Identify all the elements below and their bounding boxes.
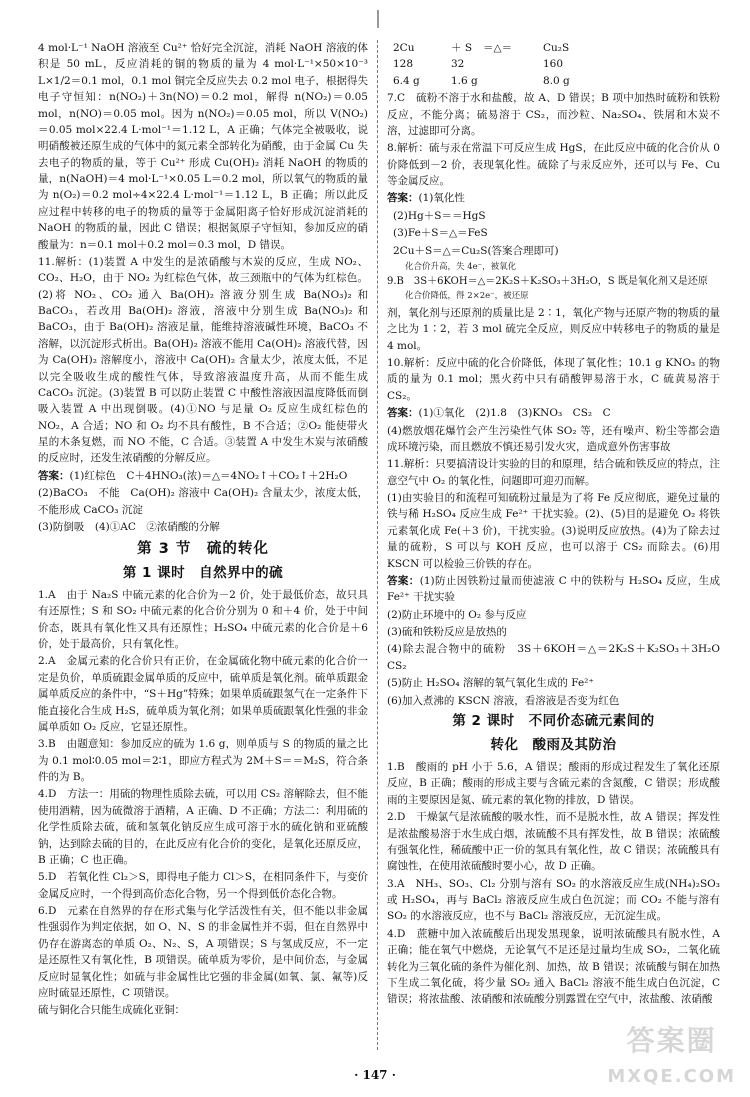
answer-text: (1)氧化性 [418, 192, 465, 205]
q8-answer-2: (2)Hg＋S＝＝HgS [393, 209, 486, 222]
electron-transfer-bottom: 化合价降低，得 2×2e⁻，被还原 [405, 290, 529, 301]
question-3: 3.B 由题意知：参加反应的硫为 1.6 g，则单质与 S 的物质的量之比为 0.1 mol∶0.05 mol＝2∶1，即应方程式为 2M＋S＝＝M₂S，符合条件的为 B。 [38, 738, 368, 784]
question-6-tail: 硫与铜化合只能生成硫化亚铜： [38, 1004, 185, 1017]
eq-cell: 1.6 g [451, 74, 478, 87]
answer-text: (1)防止因铁粉过量而使滤液 C 中的铁粉与 H₂SO₄ 反应，生成 Fe²⁺ 干扰实验 [387, 574, 720, 604]
stoichiometry-table [393, 40, 720, 89]
q8-answer [387, 190, 720, 206]
r-question-2: 2.D 干燥氯气是浓硫酸的吸水性，而不是脱水性，故 A 错误；挥发性是浓盐酸易溶于水生成白烟，浓硫酸不具有挥发性，故 B 错误；浓硫酸有强氧化性，稀硫酸中正一价的氢具有氧化性，故 C 错误；浓硫酸具有腐蚀性，在使用浓硫酸时要小心，故 D 正确。 [387, 811, 720, 873]
eq-cell: ＝△＝ [483, 42, 513, 54]
eq-cell: 2Cu [393, 42, 415, 54]
r-question-4: 4.D 蔗糖中加入浓硫酸后出现发黑现象，说明浓硫酸具有脱水性，A 正确；能在氧气中燃烧，无论氧气不足还是过量均生成 SO₂，二氧化硫转化为三氧化硫的条件为催化剂、加热，故 B 错误；浓硫酸与铜在加热下生成二氧化硫，将少量 SO₂ 通入 BaCl₂ 溶液不能生成白色沉淀，C 错误；将浓盐酸、浓硝酸和浓硫酸分别露置在空气中，浓盐酸、浓硝酸 [387, 927, 720, 1006]
q11-answer-3: (3)防倒吸 (4)①AC ②浓硝酸的分解 [38, 520, 220, 533]
column-divider [377, 40, 378, 1050]
q10-answer [387, 405, 720, 421]
answer-text: (1)①氧化 (2)1.8 (3)KNO₃ CS₂ C [418, 407, 611, 420]
answer-label: 答案： [387, 192, 419, 205]
r-question-1: 1.B 酸雨的 pH 小于 5.6，A 错误；酸雨的形成过程发生了氧化还原反应，B 正确；酸雨的形成主要与含硫元素的含氮酸，C 错误；形成酸雨的主要原因是氮、硫元素的氧化物的排放，D 错误。 [387, 761, 720, 806]
q8-answer-4: 2Cu＋S＝△＝Cu₂S(答案合理即可) [393, 244, 559, 257]
answer-label: 答案： [387, 574, 420, 587]
q11r-answer-6: (6)加入煮沸的 KSCN 溶液，看溶液是否变为红色 [387, 694, 620, 707]
eq-cell: 8.0 g [543, 74, 570, 87]
eq-cell: 6.4 g [393, 74, 420, 87]
q11-analysis: 11.解析：(1)装置 A 中发生的是浓硝酸与木炭的反应，生成 NO₂、CO₂、H₂O，由于 NO₂ 为红棕色气体，故三颈瓶中的气体为红棕色。(2)将 NO₂、CO₂ 通入 Ba(OH)₂ 溶液分别生成 Ba(NO₃)₂ 和 BaCO₃，若改用 Ba(OH)₂ 溶液，溶液中分别生成 Ba(NO₃)₂ 和 BaCO₃，由于 Ba(OH)₂ 溶液足量，能维持溶液碱性环境，BaCO₃ 不溶解，以沉淀形式析出。Ba(OH)₂ 溶液不能用 Ca(OH)₂ 溶液代替，因为 Ca(OH)₂ 溶解度小，溶液中 Ca(OH)₂ 含量太少，浓度太低，不足以完全吸收生成的酸性气体，导致溶液温度升高，从而不能生成 CaCO₃ 沉淀。(3)装置 B 可以防止装置 C 中酸性溶液因温度降低而倒吸入装置 A 中出现倒吸。(4)①NO 与足量 O₂ 反应生成红棕色的 NO₂，A 合适；NO 和 O₂ 均不具有酸性，B 不合适；②O₂ 能使带火星的木条复燃，而 NO 不能，C 合适。③装置 A 中发生木炭与浓硝酸的反应时，还发生浓硝酸的分解反应。 [38, 255, 368, 465]
question-9-rest: 剂，氧化剂与还原剂的质量比是 2∶1，氧化产物与还原产物的物质的量之比为 1∶2，若 3 mol 硫完全反应，则反应中转移电子的物质的量是 4 mol。 [387, 306, 720, 352]
question-11: 11.解析：只要搞清设计实验的目的和原理，结合硫和铁反应的特点，注意空气中 O₂ 的氧化性，问题即可迎刃而解。 [387, 458, 720, 487]
lesson-2-title-line-2: 转化 酸雨及其防治 [490, 737, 617, 754]
q11r-answer-5: (5)防止 H₂SO₄ 溶解的氧气氧化生成的 Fe²⁺ [387, 677, 594, 690]
q11r-answer-4: (4)除去混合物中的硫粉 3S＋6KOH＝△＝2K₂S＋K₂SO₃＋3H₂O CS₂ [387, 643, 731, 672]
eq-cell [483, 56, 543, 72]
lesson-2-title-line-1: 第 2 课时 不同价态硫元素间的 [452, 712, 655, 729]
eq-cell: 128 [393, 58, 414, 71]
electron-transfer-top: 化合价升高，失 4e⁻，被氧化 [405, 261, 517, 272]
watermark-text: 答案圈 [626, 1024, 717, 1058]
answer-label: 答案： [387, 407, 419, 420]
question-2: 2.A 金属元素的化合价只有正价，在金属硫化物中硫元素的化合价一定是负价，单质硫跟金属单质的反应中，硫单质是氧化剂。硫单质跟金属单质反应的条件中，“S＋Hg”特殊；如果单质硫跟氢气在一定条件下能直接化合生成 H₂S，硫单质为氧化剂；如果单质硫跟氧化性强的非金属单质如 O₂ 反应，它显还原性。 [38, 655, 368, 733]
eq-cell: 32 [451, 58, 465, 71]
q8-answer-3: (3)Fe＋S＝△＝FeS [393, 227, 488, 240]
redox-equation: 9.B 3S＋6KOH＝△＝2K₂S＋K₂SO₃＋3H₂O，S 既是氧化剂又是还原 [387, 276, 708, 288]
watermark-url: MXQE.COM [607, 1065, 736, 1087]
redox-diagram [387, 261, 720, 303]
q11r-answer [387, 573, 720, 606]
question-11-body: (1)由实验目的和流程可知硫粉过量是为了将 Fe 反应彻底，避免过量的铁与稀 H₂SO₄ 反应生成 Fe²⁺ 干扰实验。(2)、(5)目的是避免 O₂ 将铁元素氧化成 Fe(＋3 价)，干扰实验。(3)说明反应放热。(4)为了除去过量的硫粉，S 可以与 KOH 反应，也可以溶于 CS₂ 而除去。(6)用 KSCN 可以检验三价铁的存在。 [387, 492, 720, 570]
q11r-answer-3: (3)硫和铁粉反应是放热的 [387, 626, 507, 639]
eq-cell: 160 [543, 58, 564, 71]
question-6: 6.D 元素在自然界的存在形式集与化学活泼性有关，但不能以非金属性强弱作为判定依据，如 O、N、S 的非金属性并不弱，但在自然界中仍存在游离态的单质 O₂、N₂、S，A 项错误；S 与氢成反应，不一定是还原性又有氧化性，B 项错误。硫单质为零价，是中间价态，与金属反应时显氧化性；如硫与非金属性比它强的非金属(如氧、氯、氟等)反应时硫显还原性，C 项错误。 [38, 905, 368, 999]
question-8: 8.解析：硫与汞在常温下可反应生成 HgS，在此反应中硫的化合价从 0 价降低到－2 价，表现氧化性。硫除了与汞反应外，还可以与 Fe、Cu 等金属反应。 [387, 142, 720, 187]
answer-paragraph: 4 mol·L⁻¹ NaOH 溶液至 Cu²⁺ 恰好完全沉淀，消耗 NaOH 溶液的体积是 50 mL，反应消耗的铜的物质的量为 4 mol·L⁻¹×50×10⁻³ L×1/2＝0.1 mol，0.1 mol 铜完全反应失去 0.2 mol 电子，根据得失电子守恒知：n(NO₂)＋3n(NO)＝0.2 mol，解得 n(NO₂)＝0.05 mol，n(NO)＝0.05 mol。因为 n(NO₂)＝0.05 mol，所以 V(NO₂)＝0.05 mol×22.4 L·mol⁻¹＝1.12 L，A 正确；气体完全被吸收，说明硝酸被还原生成的气体中的氮元素全部转化为硝酸，由于金属 Cu 失去电子的物质的量，等于 Cu²⁺ 形成 Cu(OH)₂ 消耗 NaOH 的物质的量，n(NaOH)＝4 mol·L⁻¹×0.05 L＝0.2 mol，所以氧气的物质的量为 n(O₂)＝0.2 mol÷4×22.4 L·mol⁻¹＝1.12 L，B 正确；所以此反应过程中转移的电子的物质的量等于金属阳离子恰好形成沉淀消耗的 NaOH 的物质的量，因此 C 错误；根据氮原子守恒知，参加反应的硝酸量为：n＝0.1 mol＋0.2 mol＝0.3 mol，D 错误。 [38, 42, 368, 251]
q11r-answer-2: (2)防止环境中的 O₂ 参与反应 [387, 608, 527, 621]
binding-mark [377, 10, 379, 28]
q11-answer [38, 468, 368, 484]
question-7: 7.C 硫粉不溶于水和盐酸，故 A、D 错误；B 项中加热时硫粉和铁粉反应，不能分离；硫易溶于 CS₂，而沙粒、Na₂SO₄、铁屑和木炭不溶，过滤即可分离。 [387, 92, 720, 137]
q10-answer-2: (4)燃放烟花爆竹会产生污染性气体 SO₂ 等，还有噪声、粉尘等都会造成环境污染，而且燃放不慎还易引发火灾，造成意外伤害事故 [387, 424, 720, 453]
question-4: 4.D 方法一：用硫的物理性质除去硫，可以用 CS₂ 溶解除去，但不能使用酒精，因为硫微溶于酒精，A 正确、D 不正确；方法二：利用硫的化学性质除去硫，硫和氢氧化钠反应生成可溶于水的硫化钠和亚硫酸钠，达到除去硫的目的，在此反应有化合价的变化，是氧化还原反应，B 正确；C 也正确。 [38, 788, 368, 866]
q11-answer-2: (2)BaCO₃ 不能 Ca(OH)₂ 溶液中 Ca(OH)₂ 含量太少，浓度太低，不能形成 CaCO₃ 沉淀 [38, 487, 368, 516]
eq-cell: ＋ S [451, 42, 473, 54]
question-10: 10.解析：反应中硫的化合价降低，体现了氧化性；10.1 g KNO₃ 的物质的量为 0.1 mol；黑火药中只有硝酸钾易溶于水，C 硫黄易溶于 CS₂。 [387, 357, 720, 402]
page-number: · 147 · [354, 1068, 396, 1082]
question-5: 5.D 若氧化性 Cl₂＞S，即得电子能力 Cl＞S，在相同条件下，与变价金属反应时，一个得到高价态化合物，另一个得到低价态化合物。 [38, 871, 368, 900]
eq-cell: Cu₂S [543, 42, 570, 54]
left-column [38, 40, 368, 1057]
eq-cell [483, 73, 543, 89]
section-title: 第 3 节 硫的转化 [137, 541, 269, 558]
question-1: 1.A 由于 Na₂S 中硫元素的化合价为－2 价，处于最低价态，故只具有还原性；S 和 SO₂ 中硫元素的化合价分别为 0 和＋4 价，处于中间价态，既具有氧化性又具有还原性；H₂SO₄ 中硫元素的化合价是＋6 价，处于最高价，只有氧化性。 [38, 588, 368, 651]
lesson-title: 第 1 课时 自然界中的硫 [122, 564, 284, 581]
answer-label: 答案： [38, 469, 70, 482]
r-question-3: 3.A NH₃、SO₃、Cl₂ 分别与溶有 SO₂ 的水溶液反应生成(NH₄)₂SO₃ 或 H₂SO₄，再与 BaCl₂ 溶液反应生成白色沉淀；而 CO₂ 不能与溶有 SO₂ 的水溶液反应，也不与 BaCl₂ 溶液反应，无沉淀生成。 [387, 877, 720, 923]
right-column [387, 40, 731, 1057]
answer-text: (1)红棕色 C＋4HNO₃(浓)＝△＝4NO₂↑＋CO₂↑＋2H₂O [69, 469, 348, 482]
watermark-logo [607, 1019, 736, 1091]
